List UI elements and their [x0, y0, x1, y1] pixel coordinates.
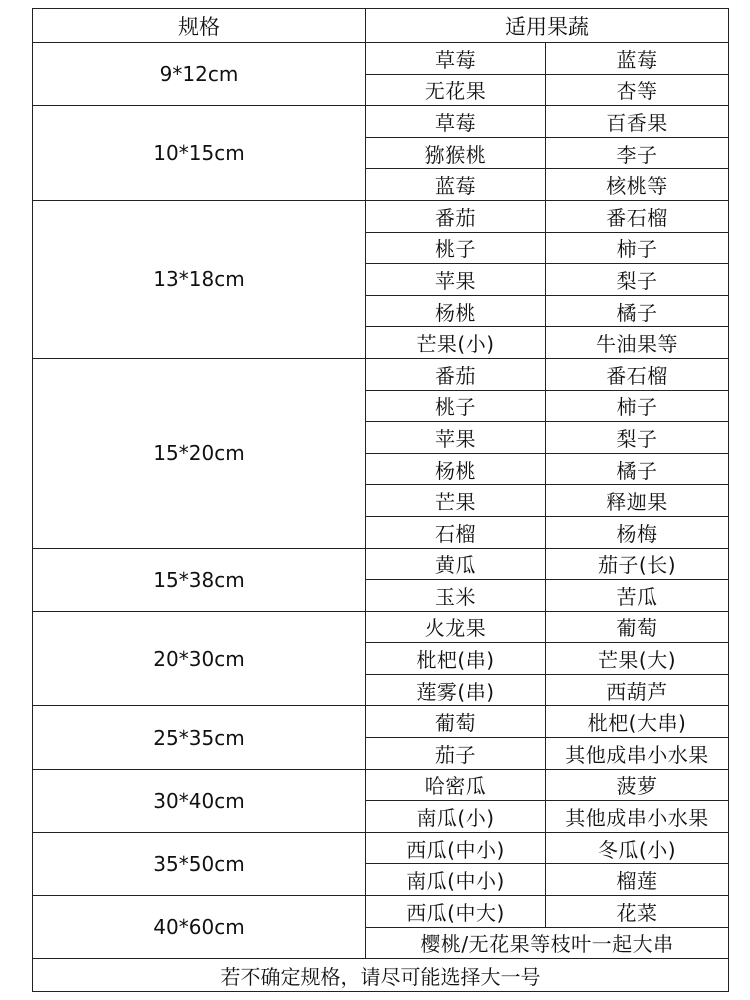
- fruit-cell: 其他成串小水果: [546, 738, 729, 770]
- fruit-cell: 桃子: [366, 390, 546, 422]
- fruit-cell: 黄瓜: [366, 548, 546, 580]
- fruit-cell: 西瓜(中大): [366, 896, 546, 928]
- fruit-cell: 莲雾(串): [366, 674, 546, 706]
- fruit-cell: 榴莲: [546, 864, 729, 896]
- table-body: [33, 9, 729, 992]
- table-row: [33, 358, 729, 390]
- fruit-cell: 枇杷(串): [366, 643, 546, 675]
- fruit-cell: 草莓: [366, 106, 546, 138]
- fruit-cell: 南瓜(小): [366, 801, 546, 833]
- fruit-cell: 柿子: [546, 390, 729, 422]
- fruit-cell: 桃子: [366, 232, 546, 264]
- spec-cell: 9*12cm: [33, 43, 366, 106]
- spec-cell: 40*60cm: [33, 896, 366, 959]
- table-row: [33, 706, 729, 738]
- fruit-cell: 核桃等: [546, 169, 729, 201]
- fruit-cell: 苹果: [366, 264, 546, 296]
- fruit-cell: 菠萝: [546, 769, 729, 801]
- fruit-cell: 花菜: [546, 896, 729, 928]
- fruit-cell: 梨子: [546, 422, 729, 454]
- fruit-cell: 葡萄: [546, 611, 729, 643]
- fruit-cell: 李子: [546, 137, 729, 169]
- size-chart-table: [32, 8, 729, 992]
- fruit-cell: 蓝莓: [366, 169, 546, 201]
- fruit-cell: 哈密瓜: [366, 769, 546, 801]
- fruit-cell: 杨桃: [366, 295, 546, 327]
- fruit-cell: 牛油果等: [546, 327, 729, 359]
- spec-cell: 30*40cm: [33, 769, 366, 832]
- fruit-cell: 橘子: [546, 295, 729, 327]
- fruit-cell: 番茄: [366, 358, 546, 390]
- table-row: [33, 896, 729, 928]
- fruit-cell: 橘子: [546, 453, 729, 485]
- fruit-cell: 芒果(大): [546, 643, 729, 675]
- spec-cell: 15*38cm: [33, 548, 366, 611]
- table-row: [33, 611, 729, 643]
- fruit-cell: 草莓: [366, 43, 546, 75]
- fruit-cell: 蓝莓: [546, 43, 729, 75]
- spec-cell: 20*30cm: [33, 611, 366, 706]
- fruit-cell: 玉米: [366, 580, 546, 612]
- fruit-cell: 柿子: [546, 232, 729, 264]
- fruit-cell: 西瓜(中小): [366, 832, 546, 864]
- fruit-cell: 猕猴桃: [366, 137, 546, 169]
- fruit-cell: 茄子: [366, 738, 546, 770]
- table-row: [33, 832, 729, 864]
- fruit-cell: 杏等: [546, 74, 729, 106]
- fruit-cell: 樱桃/无花果等枝叶一起大串: [366, 927, 729, 959]
- spec-cell: 15*20cm: [33, 358, 366, 548]
- footer-note: 若不确定规格，请尽可能选择大一号: [33, 959, 729, 992]
- header-spec: 规格: [33, 9, 366, 43]
- spec-cell: 13*18cm: [33, 200, 366, 358]
- fruit-cell: 杨桃: [366, 453, 546, 485]
- fruit-cell: 释迦果: [546, 485, 729, 517]
- footer-row: [33, 959, 729, 992]
- table-row: [33, 548, 729, 580]
- fruit-cell: 石榴: [366, 516, 546, 548]
- spec-cell: 25*35cm: [33, 706, 366, 769]
- fruit-cell: 西葫芦: [546, 674, 729, 706]
- fruit-cell: 茄子(长): [546, 548, 729, 580]
- fruit-cell: 梨子: [546, 264, 729, 296]
- fruit-cell: 火龙果: [366, 611, 546, 643]
- table-row: [33, 200, 729, 232]
- fruit-cell: 冬瓜(小): [546, 832, 729, 864]
- table-row: [33, 43, 729, 75]
- fruit-cell: 苦瓜: [546, 580, 729, 612]
- fruit-cell: 芒果(小): [366, 327, 546, 359]
- table-row: [33, 769, 729, 801]
- table-row: [33, 106, 729, 138]
- fruit-cell: 杨梅: [546, 516, 729, 548]
- header-fruits: 适用果蔬: [366, 9, 729, 43]
- fruit-cell: 枇杷(大串): [546, 706, 729, 738]
- fruit-cell: 南瓜(中小): [366, 864, 546, 896]
- fruit-cell: 无花果: [366, 74, 546, 106]
- spec-cell: 10*15cm: [33, 106, 366, 201]
- fruit-cell: 其他成串小水果: [546, 801, 729, 833]
- spec-cell: 35*50cm: [33, 832, 366, 895]
- fruit-cell: 葡萄: [366, 706, 546, 738]
- fruit-cell: 苹果: [366, 422, 546, 454]
- fruit-cell: 芒果: [366, 485, 546, 517]
- fruit-cell: 番石榴: [546, 358, 729, 390]
- fruit-cell: 百香果: [546, 106, 729, 138]
- fruit-cell: 番茄: [366, 200, 546, 232]
- header-row: [33, 9, 729, 43]
- fruit-cell: 番石榴: [546, 200, 729, 232]
